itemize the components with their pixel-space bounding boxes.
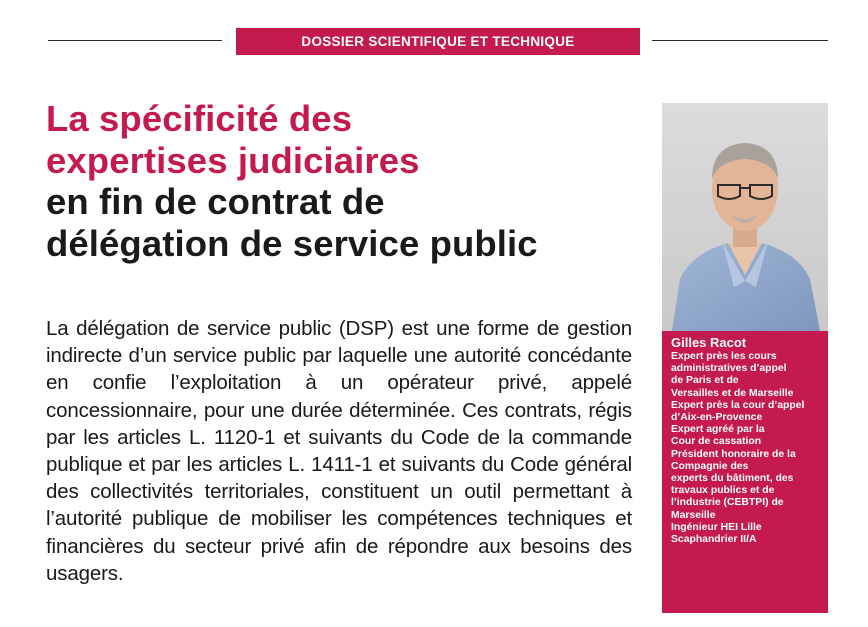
author-credential: Expert près la cour d’appel — [671, 399, 805, 411]
author-credential: Scaphandrier II/A — [671, 534, 757, 546]
author-caption — [671, 335, 823, 546]
author-credential: Expert près les cours — [671, 351, 777, 362]
author-credential: travaux publics et de — [671, 485, 775, 497]
author-sidebar — [662, 103, 828, 613]
author-credential: Versailles et de Marseille — [671, 387, 794, 399]
author-credential: experts du bâtiment, des — [671, 473, 794, 485]
article-title — [46, 98, 646, 264]
intro-paragraph: La délégation de service public (DSP) est une forme de gestion indirecte d’un service public par laquelle une autorité concédante en confie l’exploitation à un opérateur privé, appelé concessionnaire, pour une durée déterminée. Ces contrats, régis par les articles L. 1120-1 et suivants du Code de la commande publique et par les articles L. 1411-1 et suivants du Code général des collectivités territoriales, constituent un outil permettant à l’autorité publique de mobiliser les compétences techniques et financières du secteur privé afin de répondre aux besoins des usagers. — [46, 317, 632, 585]
author-credential: Cour de cassation — [671, 436, 762, 448]
author-credential: Ingénieur HEI Lille — [671, 521, 762, 533]
title-line-1: La spécificité des — [46, 98, 353, 139]
author-credential: l’industrie (CEBTPI) de — [671, 497, 784, 509]
title-line-2: expertises judiciaires — [46, 139, 420, 181]
title-line-3: en fin de contrat de — [46, 181, 385, 222]
author-name: Gilles Racot — [671, 335, 747, 350]
author-credential: administratives d’appel — [671, 363, 787, 375]
author-credential: Président honoraire de la — [671, 448, 796, 460]
author-credential: Expert agréé par la — [671, 424, 765, 436]
section-label: DOSSIER SCIENTIFIQUE ET TECHNIQUE — [301, 34, 575, 49]
header-rule-right — [652, 40, 828, 41]
author-credential: Marseille — [671, 509, 716, 521]
title-line-4: délégation de service public — [46, 222, 538, 264]
author-credential: d’Aix-en-Provence — [671, 412, 763, 424]
author-credential: Compagnie des — [671, 460, 749, 472]
author-credential: de Paris et de — [671, 375, 739, 387]
section-banner — [236, 28, 640, 55]
header-rule-left — [48, 40, 222, 41]
author-photo — [662, 103, 828, 331]
